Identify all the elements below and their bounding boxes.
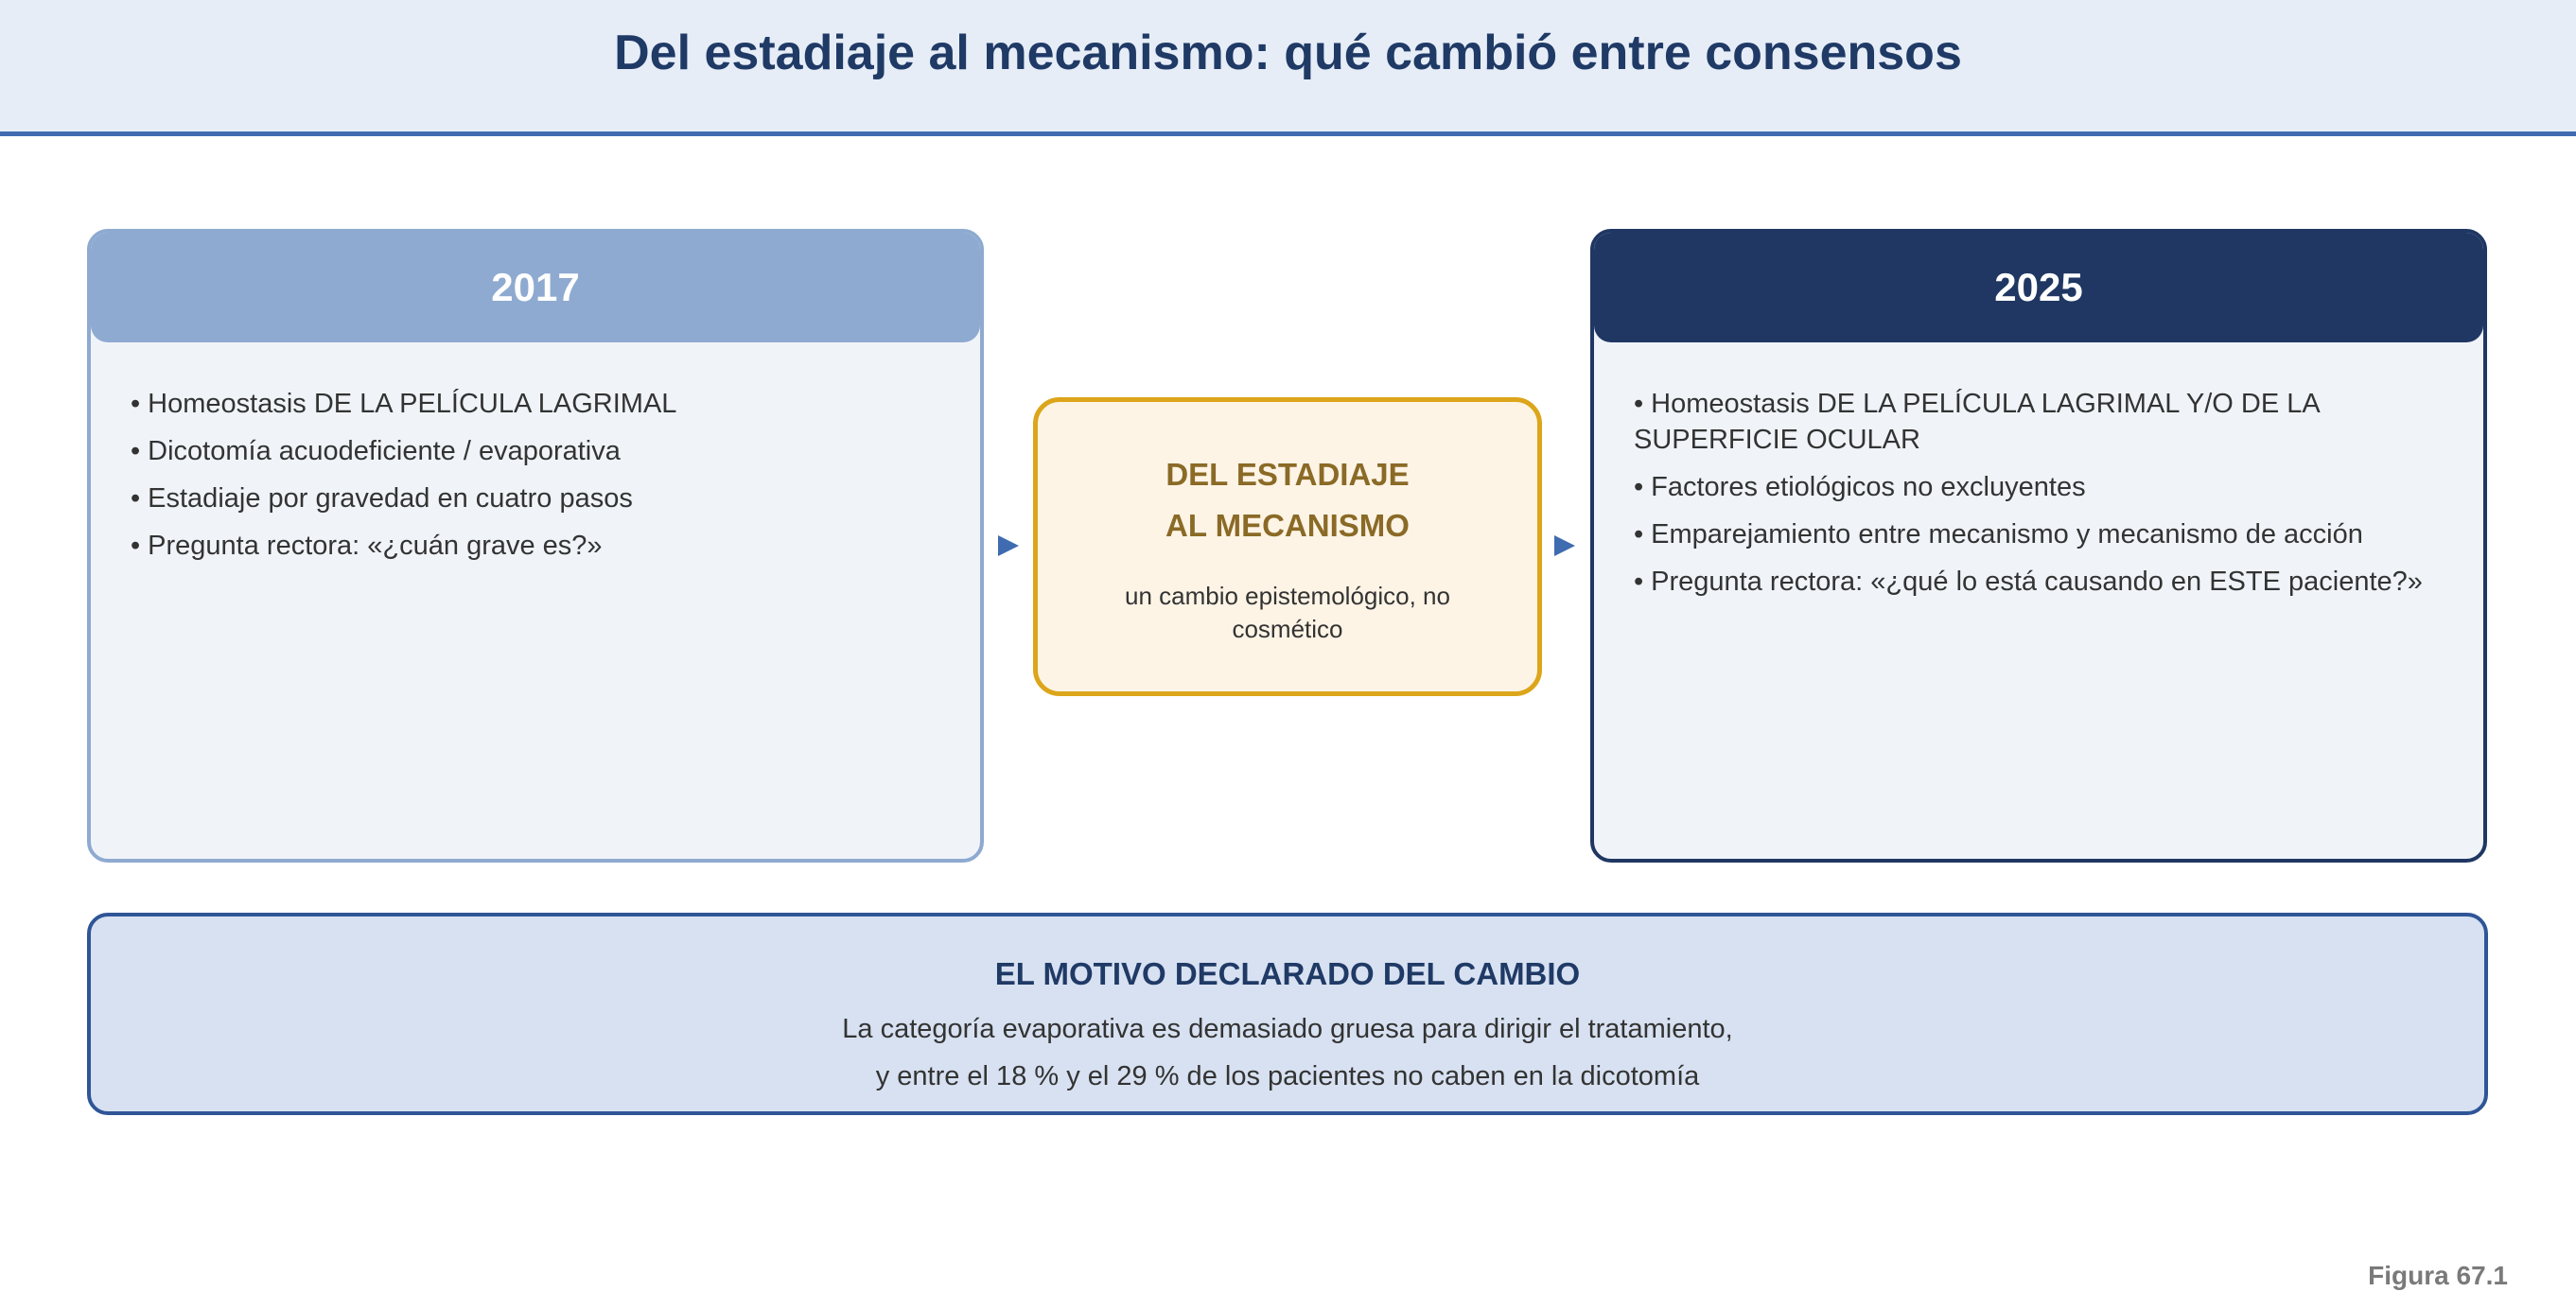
list-item-text: Pregunta rectora: «¿cuán grave es?»: [148, 531, 603, 561]
card-2017: [87, 229, 984, 863]
header-band: [0, 0, 2576, 136]
bullet-icon: •: [131, 436, 141, 466]
motive-title: EL MOTIVO DECLARADO DEL CAMBIO: [994, 956, 1581, 991]
list-item: [1634, 469, 2445, 505]
motive-box: [87, 913, 2488, 1115]
list-item-text: Homeostasis DE LA PELÍCULA LAGRIMAL: [148, 389, 677, 419]
list-item-text: Pregunta rectora: «¿qué lo está causando en ESTE paciente?»: [1651, 567, 2423, 597]
arrow-right-icon: [1554, 535, 1575, 556]
card-2017-year: 2017: [491, 265, 580, 309]
bullet-icon: •: [1634, 389, 1644, 419]
list-item-text: Dicotomía acuodeficiente / evaporativa: [148, 436, 621, 466]
bullet-icon: •: [1634, 519, 1644, 550]
list-item: [1634, 564, 2445, 600]
bullet-icon: •: [131, 389, 141, 419]
motive-text-line2: y entre el 18 % y el 29 % de los pacientes no caben en la dicotomía: [875, 1061, 1700, 1091]
bullet-icon: •: [131, 483, 141, 514]
transition-title: [1038, 449, 1537, 551]
list-item-text: Factores etiológicos no excluyentes: [1651, 472, 2086, 502]
list-item: [131, 480, 942, 516]
card-2017-header: [91, 233, 980, 342]
transition-box: [1033, 397, 1542, 696]
card-2025-header: [1594, 233, 2483, 342]
transition-title-line2: AL MECANISMO: [1165, 508, 1410, 543]
card-2017-list: [91, 342, 980, 564]
list-item: [131, 433, 942, 469]
bullet-icon: •: [1634, 567, 1644, 597]
page-title: Del estadiaje al mecanismo: qué cambió entre consensos: [614, 26, 1962, 80]
figure-label: Figura 67.1: [2368, 1261, 2508, 1290]
bullet-icon: •: [131, 531, 141, 561]
list-item: [131, 386, 942, 422]
motive-text-line1: La categoría evaporativa es demasiado gruesa para dirigir el tratamiento,: [842, 1014, 1733, 1044]
card-2025-year: 2025: [1994, 265, 2083, 309]
card-2025: [1590, 229, 2487, 863]
list-item-text: Homeostasis DE LA PELÍCULA LAGRIMAL Y/O DE LA SUPERFICIE OCULAR: [1634, 389, 2320, 455]
list-item: [1634, 386, 2445, 458]
list-item-text: Estadiaje por gravedad en cuatro pasos: [148, 483, 633, 514]
bullet-icon: •: [1634, 472, 1644, 502]
list-item: [1634, 516, 2445, 552]
arrow-right-icon: [998, 535, 1019, 556]
list-item-text: Emparejamiento entre mecanismo y mecanismo de acción: [1651, 519, 2363, 550]
list-item: [131, 528, 942, 564]
transition-title-line1: DEL ESTADIAJE: [1165, 457, 1410, 492]
transition-subtitle: un cambio epistemológico, no cosmético: [1125, 582, 1450, 643]
card-2025-list: [1594, 342, 2483, 600]
